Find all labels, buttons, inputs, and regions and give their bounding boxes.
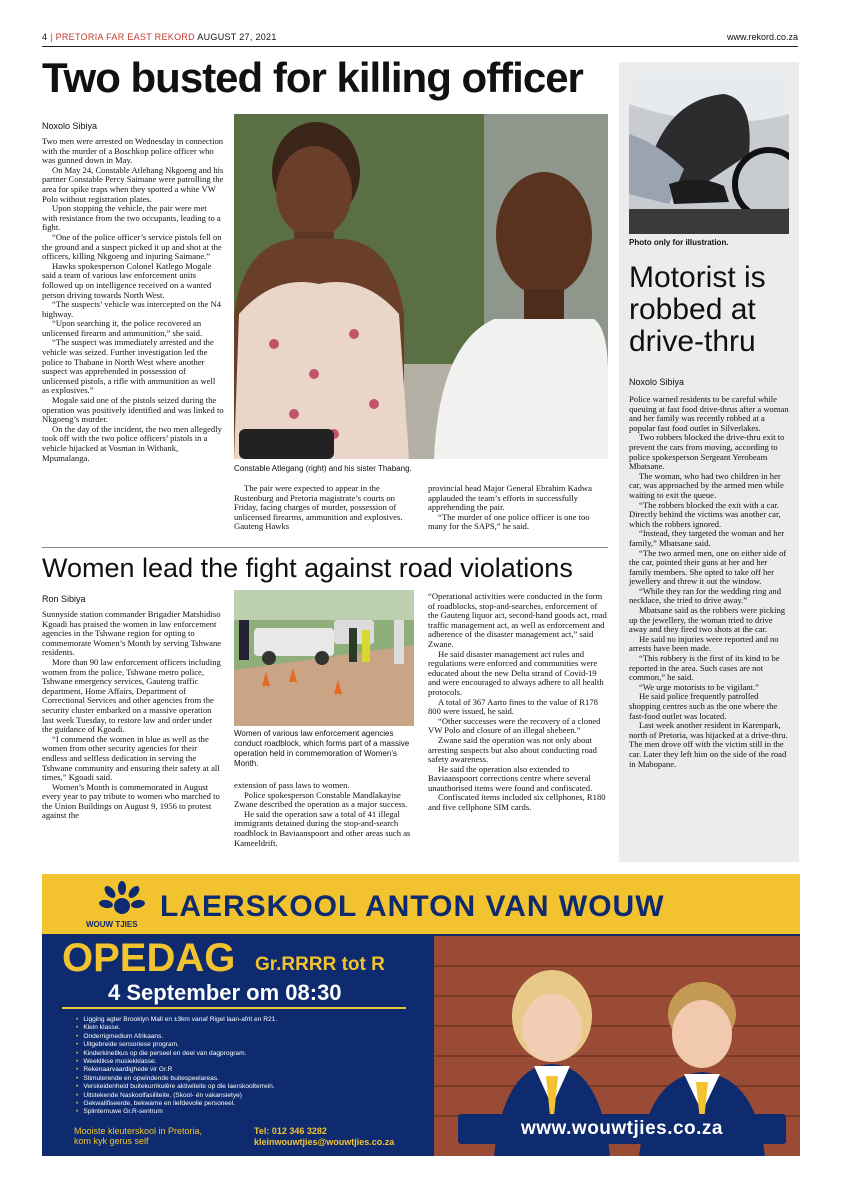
list-item: • Uitgebreide sensoriese program. [76,1041,277,1049]
website-link[interactable]: www.rekord.co.za [726,32,798,42]
article-divider [42,547,608,548]
list-item: • Rekenaarvaardighede vir Gr.R [76,1066,277,1074]
ad-slogan: Mooiste kleuterskool in Pretoria, kom kyk gerus self [74,1126,203,1146]
list-item: • Kinderkinetikus op die perseel en deel van dagprogram. [76,1050,277,1058]
ad-website-text: www.wouwtjies.co.za [521,1118,723,1139]
school-name: LAERSKOOL ANTON VAN WOUW [160,890,665,923]
page-number: 4 [42,32,48,42]
open-day-date: 4 September om 08:30 [108,980,342,1005]
ad-divider [62,1007,406,1009]
article2-column-3: “Operational activities were conducted in the form of roadblocks, stop-and-searches, enforcement of the Gauteng liquor act, second-hand goods act, road traffic management act, as well as enforcement and adherence of the disaster management act,” said Zwane. He said disaster management act rules and regulations were enforced and communities were educated about the new Delta strand of Covid-19 and were encouraged to always adhere to all health protocols. A total of 367 Aarto fines to the value of R178 800 were issued, he said. “Other successes were the recovery of a cloned VW Polo and closure of an illegal shebeen.” Zwane said the operation was not only about arresting suspects but also about conducting road safety awareness. He said the operation also extended to Baviaanspoort corrections centre where several unauthorised items were found and confiscated. Confiscated items included six cellphones, R180 and five cellphone SIM cards. [428,591,607,813]
article3-byline: Noxolo Sibiya [629,377,685,387]
list-item: • Ligging agter Brooklyn Mall en ±3km vanaf Rigel laan-afrit en R21. [76,1016,277,1024]
article1-headline: Two busted for killing officer [42,54,583,101]
ad-contact [254,1126,394,1147]
article1-column-1: Two men were arrested on Wednesday in connection with the murder of a Boschkop police officer who was gunned down in May. On May 24, Constable Atlehang Nkgoeng and his partner Constable Percy Saimane were patrolling the area for spike traps when they spotted a white VW Polo without registration plates. Upon stopping the vehicle, the pair were met with resistance from the two occupants, leading to a fight. “One of the police officer’s service pistols fell on the ground and a suspect picked it up and shot at the officers, killing Nkgoeng and injuring Saimane.” Hawks spokesperson Colonel Katlego Mogale said a team of various law enforcement units followed up on intelligence received on a wanted person driving towards North West. “The suspects’ vehicle was intercepted on the N4 highway. “Upon searching it, the police recovered an unlicensed firearm and ammunition,” she said. “The suspect was immediately arrested and the vehicle was seized. Further investigation led the police to Thabane in North West where another suspect was apprehended in possession of unlicensed pistols, a rifle with ammunition as well as explosives.” Mogale said one of the pistols seized during the operation was positively identified and was linked to Nkgoeng’s murder. On the day of the incident, the two men allegedly took off with the two police officers’ pistols in a vehicle hijacked at Vosman in Witbank, Mpumalanga. [42,136,224,463]
article1-caption: Constable Atlegang (right) and his sister Thabang. [234,464,412,473]
people-illustration [234,114,608,459]
list-item: • Uitstekende Naskoolfasiliteite. (Skool- én vakansietye) [76,1092,277,1100]
article1-column-3: provincial head Major General Ebrahim Kadwa applauded the team’s efforts in successfully apprehending the pair. “The murder of one police officer is one too many for the SAPS,” he said. [428,483,592,532]
article2-caption: Women of various law enforcement agencies conduct roadblock, which forms part of a massive operation held in commemoration of Women’s Month. [234,729,410,768]
article2-byline: Ron Sibiya [42,594,86,604]
phone-number[interactable]: Tel: 012 346 3282 [254,1126,327,1136]
article1-column-2: The pair were expected to appear in the Rustenburg and Pretoria magistrate’s courts on Friday, facing charges of murder, possession of unlicensed firearms, ammunition and explosives. Gauteng Hawks [234,483,403,532]
article1-byline: Noxolo Sibiya [42,121,98,131]
article2-column-2: extension of pass laws to women. Police spokesperson Constable Mandlakayise Zwane described the operation as a major success. He said the operation saw a total of 41 illegal immigrants detained during the stop-and-search roadblock in Baviaanspoort and other areas such as Kameeldrift. [234,780,411,848]
logo-text: WOUW TJIES [86,920,138,929]
list-item: • Verskeidenheid buitekurrikulêre aktiwiteite op die laerskoolterrein. [76,1083,277,1091]
grade-range: Gr.RRRR tot R [255,954,385,975]
page-header: 4 | PRETORIA FAR EAST REKORD AUGUST 27, 2021 [42,32,277,42]
ad-website-link[interactable] [458,1114,786,1144]
list-item: • Splinternuwe Gr.R-sentrum [76,1108,277,1116]
sidebar-article [619,62,799,862]
article3-body: Police warned residents to be careful while queuing at fast food drive-thrus after a woman and her family was recently robbed at a popular fast food outlet in Silverlakes. Two robbers blocked the drive-thru exit to prevent the cars from moving, according to police spokesperson Sergeant Yerobeam Mbatsane. The woman, who had two children in her car, was approached by the armed men while waiting to exit the queue. “The robbers blocked the exit with a car. Directly behind the victims was another car, which the robbers ignored. “Instead, they targeted the woman and her family,” Mbatsane said. “The two armed men, one on either side of the car, pointed their guns at her and her family members. She opted to take off her jewellery and threw it out the window. “While they ran for the wedding ring and necklace, she tried to drive away.” Mbatsane said as the robbers were picking up the jewellery, the woman tried to drive away and they fired two shots at the car. He said no injuries were reported and no arrests have been made. “This robbery is the first of its kind to be reported in the area. Such cases are not common,” he said. “We urge motorists to be vigilant.” He said police frequently patrolled shopping centres such as the one where the fast-food outlet was located. Last week another resident in Karenpark, north of Pretoria, was hijacked at a drive-thru. The men drove off with the victim still in the car. Later they left him on the side of the road in Mabopane. [629,394,789,769]
article2-headline: Women lead the fight against road violations [42,553,573,583]
list-item: • Onderrigmedium Afrikaans. [76,1033,277,1041]
list-item: • Weeklikse musiekklasse. [76,1058,277,1066]
header-rule [42,46,798,47]
article1-photo [234,114,608,459]
email-link[interactable]: kleinwouwtjies@wouwtjies.co.za [254,1136,395,1147]
article3-photo [629,74,789,234]
school-advertisement [42,874,800,1156]
article2-photo [234,590,414,726]
article2-column-1: Sunnyside station commander Brigadier Matshidiso Kgoadi has praised the women in law enforcement agencies in the Tshwane region for opting to commemorate Women’s Month by serving Tshwane residents. More than 90 law enforcement officers including women from the police, Tshwane metro police, Tshwane emergency services, Gauteng traffic department, Home Affairs, Department of Correctional Services and other agencies from the security cluster embarked on a massive operation last week Tuesday, to restore law and order under the guidance of Kgoadi. “I commend the women in blue as well as the women from other security agencies for their endless and selfless dedication in serving the Tshwane community and ensuring their safety at all times,” Kgoadi said. Women’s Month is commemorated in August every year to pay tribute to women who marched to the Union Buildings on August 9, 1956 to protest against the [42,609,222,821]
issue-date: AUGUST 27, 2021 [197,32,277,42]
list-item: • Klein klasse. [76,1024,277,1032]
roadblock-illustration [234,590,414,726]
list-item: • Gekwalifiseerde, bekwame en liefdevolle personeel. [76,1100,277,1108]
open-day-title: OPEDAG [62,936,236,980]
list-item: • Stimulerende en opwindende buitespeelareas. [76,1075,277,1083]
article3-photo-caption: Photo only for illustration. [629,238,729,247]
publication-name: PRETORIA FAR EAST REKORD [55,32,195,42]
feature-list [76,1016,277,1117]
article3-headline: Motorist is robbed at drive-thru [629,261,766,358]
robbery-illustration [629,74,789,234]
